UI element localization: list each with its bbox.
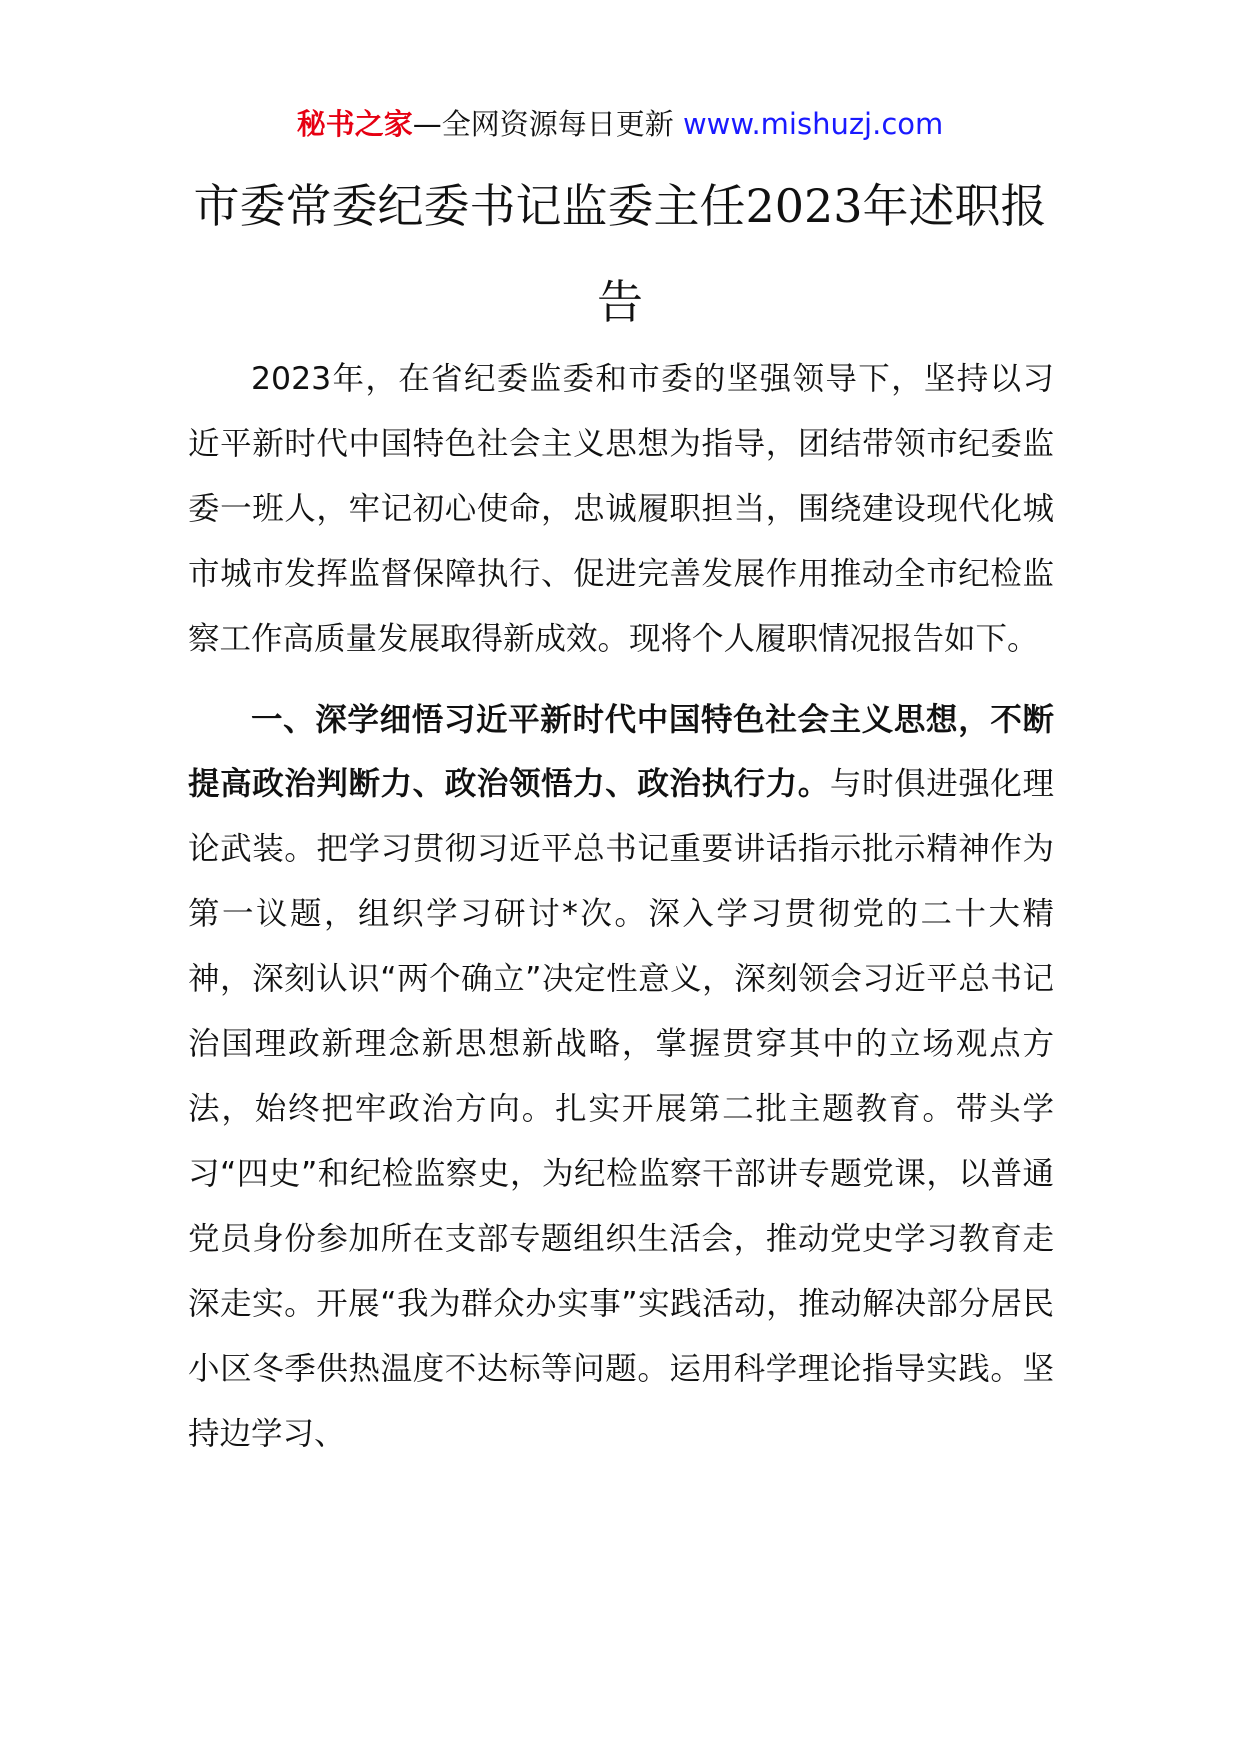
brand-name: 秘书之家 <box>296 107 413 141</box>
section-1-heading: 一、深学细悟习近平新时代中国特色社会主义思想，不断提高政治判断力、政治领悟力、政治执行力。 <box>188 701 1054 803</box>
section-1-body: 与时俱进强化理论武装。把学习贯彻习近平总书记重要讲话指示批示精神作为第一议题，组织学习研讨*次。深入学习贯彻党的二十大精神，深刻认识“两个确立”决定性意义，深刻领会习近平总书记治国理政新理念新思想新战略，掌握贯穿其中的立场观点方法，始终把牢政治方向。扎实开展第二批主题教育。带头学习“四史”和纪检监察史，为纪检监察干部讲专题党课，以普通党员身份参加所在支部专题组织生活会，推动党史学习教育走深走实。开展“我为群众办实事”实践活动，推动解决部分居民小区冬季供热温度不达标等问题。运用科学理论指导实践。坚持边学习、 <box>188 766 1054 1452</box>
header-tagline: —全网资源每日更新 <box>412 107 683 141</box>
watermark-header <box>0 98 1240 150</box>
document-title: 市委常委纪委书记监委主任2023年述职报告 <box>193 179 1047 329</box>
website-link[interactable]: www.mishuzj.com <box>682 107 944 141</box>
intro-paragraph: 2023年，在省纪委监委和市委的坚强领导下，坚持以习近平新时代中国特色社会主义思想为指导，团结带领市纪委监委一班人，牢记初心使命，忠诚履职担当，围绕建设现代化城市城市发挥监督保障执行、促进完善发展作用推动全市纪检监察工作高质量发展取得新成效。现将个人履职情况报告如下。 <box>188 361 1054 657</box>
document-body <box>188 347 1054 1466</box>
section-1-paragraph <box>188 688 1054 1467</box>
